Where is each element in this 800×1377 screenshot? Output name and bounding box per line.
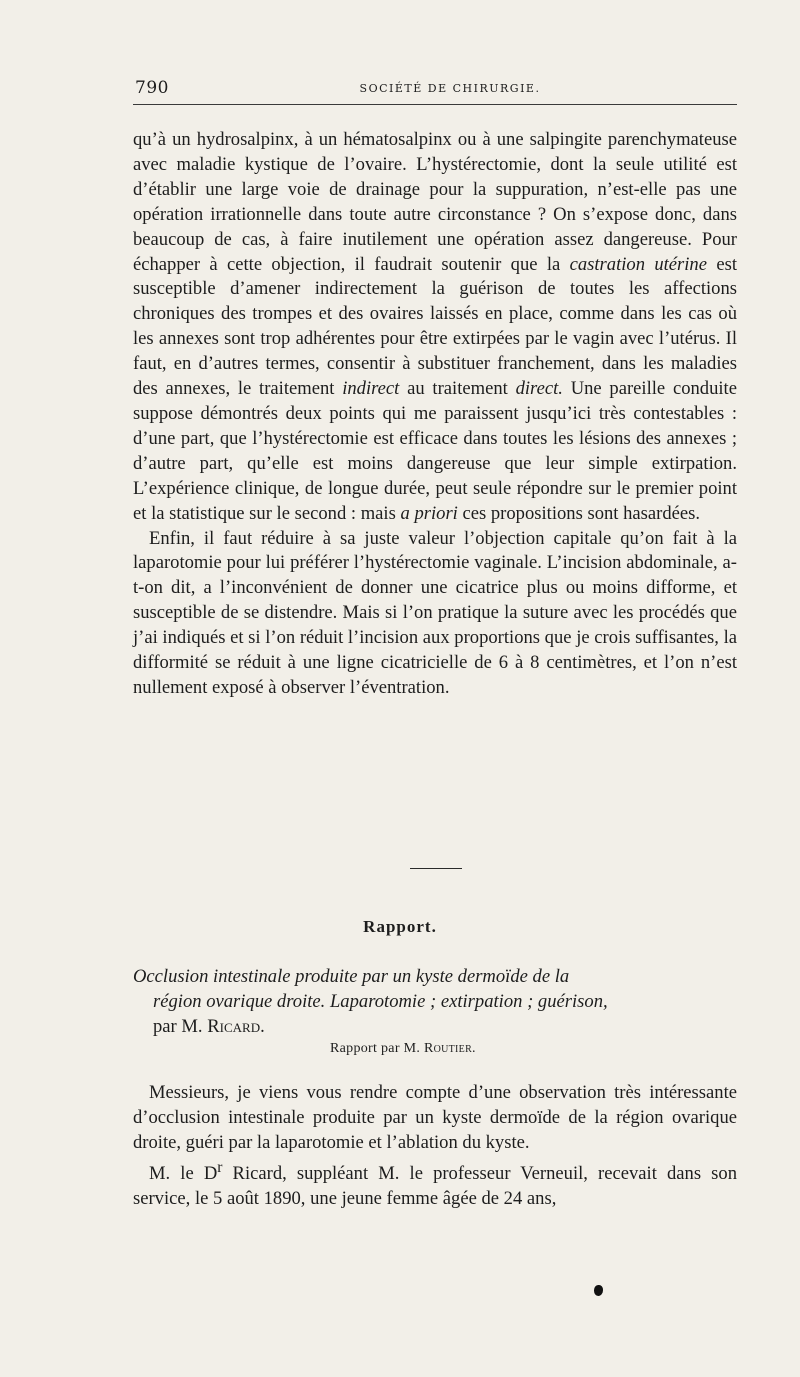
italic-a-priori: a priori bbox=[400, 502, 458, 524]
report-text bbox=[133, 1081, 737, 1212]
article-author: par M. Ricard. bbox=[153, 1016, 265, 1037]
article-title bbox=[133, 964, 737, 1039]
paragraph-3: Messieurs, je viens vous rendre compte d’une observation très intéressante d’occlusion intestinale produite par un kyste dermoïde de la région ovarique droite, guéri par la laparotomie et l’ablation du kyste. bbox=[133, 1082, 737, 1153]
author-name: Ricard. bbox=[207, 1016, 265, 1037]
italic-indirect: indirect bbox=[342, 378, 400, 400]
article-title-line-1: Occlusion intestinale produite par un kyste dermoïde de la bbox=[133, 966, 570, 987]
article-title-line-2: région ovarique droite. Laparotomie ; extirpation ; guérison, bbox=[153, 991, 608, 1012]
section-heading: Rapport. bbox=[363, 917, 437, 936]
italic-direct: direct. bbox=[515, 378, 563, 400]
ink-speck bbox=[594, 1285, 603, 1296]
running-head: SOCIÉTÉ DE CHIRURGIE. bbox=[359, 82, 541, 95]
italic-castration-uterine: castration utérine bbox=[569, 253, 707, 275]
page-number: 790 bbox=[135, 78, 169, 98]
superscript-r: r bbox=[217, 1158, 223, 1176]
paragraph-4: M. le $D^r$ Ricard, suppléant M. le professeur Verneuil, recevait dans son service, le 5 août 1890, une jeune femme âgée de 24 ans, bbox=[133, 1158, 738, 1209]
reporter-name: Routier. bbox=[423, 1041, 476, 1056]
section-divider bbox=[410, 868, 462, 869]
page-header bbox=[133, 76, 737, 105]
report-by: Rapport par M. Routier. bbox=[330, 1041, 476, 1056]
paragraph-2: Enfin, il faut réduire à sa juste valeur l’objection capitale qu’on fait à la laparotomie pour lui préférer l’hystérectomie vaginale. L’incision abdominale, a-t-on dit, a l’inconvénient de donner une cicatrice plus ou moins difforme, et susceptible de se distendre. Mais si l’on pratique la suture avec les procédés que j’ai indiqués et si l’on réduit l’incision aux proportions que je crois suffisantes, la difformité se réduit à une ligne cicatricielle de 6 à 8 centimètres, et l’on n’est nullement exposé à observer l’éventration. bbox=[133, 527, 737, 698]
main-text bbox=[133, 128, 737, 701]
paragraph-1: qu’à un hydrosalpinx, à un hématosalpinx ou à une salpingite parenchymateuse avec maladie kystique de l’ovaire. L’hystérectomie, dont la seule utilité est d’établir une large voie de drainage pour la suppuration, n’est-elle pas une opération irrationnelle dans toute autre circonstance ? On s’expose donc, dans beaucoup de cas, à faire inutilement une opération assez dangereuse. Pour échapper à cette objection, il faudrait soutenir que la castration utérine est susceptible d’amener indirectement la guérison de toutes les affections chroniques des trompes et des ovaires laissés en place, comme dans les cas où les annexes sont trop adhérentes pour être extirpées par le vagin avec l’utérus. Il faut, en d’autres termes, consentir à substituer franchement, dans les maladies des annexes, le traitement indirect au traitement direct. Une pareille conduite suppose démontrés deux points qui me paraissent jusqu’ici très contestables : d’une part, que l’hystérectomie est efficace dans toutes les lésions des annexes ; d’autre part, qu’elle est moins dangereuse que leur simple extirpation. L’expérience clinique, de longue durée, peut seule répondre sur le premier point et la statistique sur le second : mais a priori ces propositions sont hasardées. bbox=[133, 129, 737, 524]
